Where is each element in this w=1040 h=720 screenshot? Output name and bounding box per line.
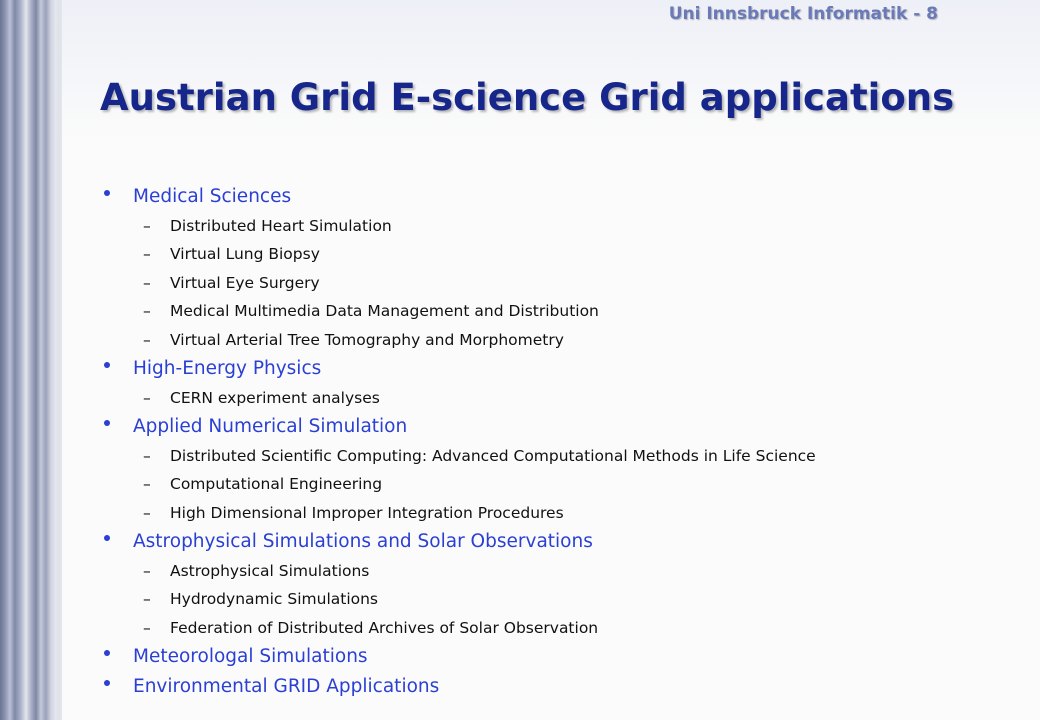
dash-marker: – <box>143 330 151 349</box>
subtopic-label: Hydrodynamic Simulations <box>170 590 379 608</box>
subtopic-list <box>133 384 1020 413</box>
topic-item <box>100 672 1020 702</box>
dash-marker: – <box>143 273 151 292</box>
topic-list <box>100 182 1020 701</box>
dash-marker: – <box>143 618 151 637</box>
topic-item <box>100 527 1020 642</box>
subtopic-list <box>133 212 1020 355</box>
dash-marker: – <box>143 216 151 235</box>
subtopic-label: Medical Multimedia Data Management and Distribution <box>170 302 599 320</box>
topic-item <box>100 412 1020 527</box>
subtopic-item <box>133 442 1020 471</box>
bullet-icon <box>104 420 110 426</box>
subtopic-list <box>133 442 1020 528</box>
header-label: Uni Innsbruck Informatik - 8 <box>668 4 938 24</box>
subtopic-item <box>133 499 1020 528</box>
bullet-icon <box>104 535 110 541</box>
bullet-icon <box>104 650 110 656</box>
bullet-icon <box>104 680 110 686</box>
subtopic-label: Virtual Eye Surgery <box>170 273 320 292</box>
subtopic-item <box>133 614 1020 643</box>
subtopic-label: Computational Engineering <box>170 475 383 493</box>
subtopic-label: Virtual Lung Biopsy <box>170 245 320 263</box>
subtopic-label: CERN experiment analyses <box>170 388 380 407</box>
topic-label: Environmental GRID Applications <box>133 675 440 697</box>
topic-label: Astrophysical Simulations and Solar Observations <box>133 531 593 552</box>
dash-marker: – <box>143 590 151 608</box>
subtopic-item <box>133 557 1020 586</box>
subtopic-item <box>133 470 1020 499</box>
bullet-icon <box>104 190 110 196</box>
subtopic-item <box>133 269 1020 298</box>
decorative-side-bar <box>0 0 62 720</box>
subtopic-item <box>133 384 1020 413</box>
subtopic-item <box>133 240 1020 269</box>
subtopic-item <box>133 326 1020 355</box>
subtopic-item <box>133 297 1020 326</box>
subtopic-label: Virtual Arterial Tree Tomography and Morphometry <box>170 330 564 349</box>
slide-content <box>100 182 1020 701</box>
subtopic-label: High Dimensional Improper Integration Procedures <box>170 503 564 522</box>
subtopic-item <box>133 212 1020 241</box>
subtopic-label: Distributed Heart Simulation <box>170 216 392 235</box>
topic-item <box>100 642 1020 672</box>
topic-label: High-Energy Physics <box>133 358 322 379</box>
dash-marker: – <box>143 302 151 320</box>
subtopic-item <box>133 585 1020 614</box>
dash-marker: – <box>143 503 151 522</box>
topic-label: Meteorologal Simulations <box>133 646 368 667</box>
topic-item <box>100 182 1020 354</box>
subtopic-label: Distributed Scientific Computing: Advanced Computational Methods in Life Science <box>170 446 816 465</box>
subtopic-label: Federation of Distributed Archives of Solar Observation <box>170 618 599 637</box>
subtopic-label: Astrophysical Simulations <box>170 561 370 580</box>
dash-marker: – <box>143 446 151 465</box>
slide-title: Austrian Grid E-science Grid applications <box>100 76 955 119</box>
subtopic-list <box>133 557 1020 643</box>
dash-marker: – <box>143 475 151 493</box>
topic-item <box>100 354 1020 412</box>
dash-marker: – <box>143 388 151 407</box>
topic-label: Medical Sciences <box>133 186 292 207</box>
dash-marker: – <box>143 245 151 263</box>
topic-label: Applied Numerical Simulation <box>133 416 408 437</box>
bullet-icon <box>104 362 110 368</box>
dash-marker: – <box>143 561 151 580</box>
